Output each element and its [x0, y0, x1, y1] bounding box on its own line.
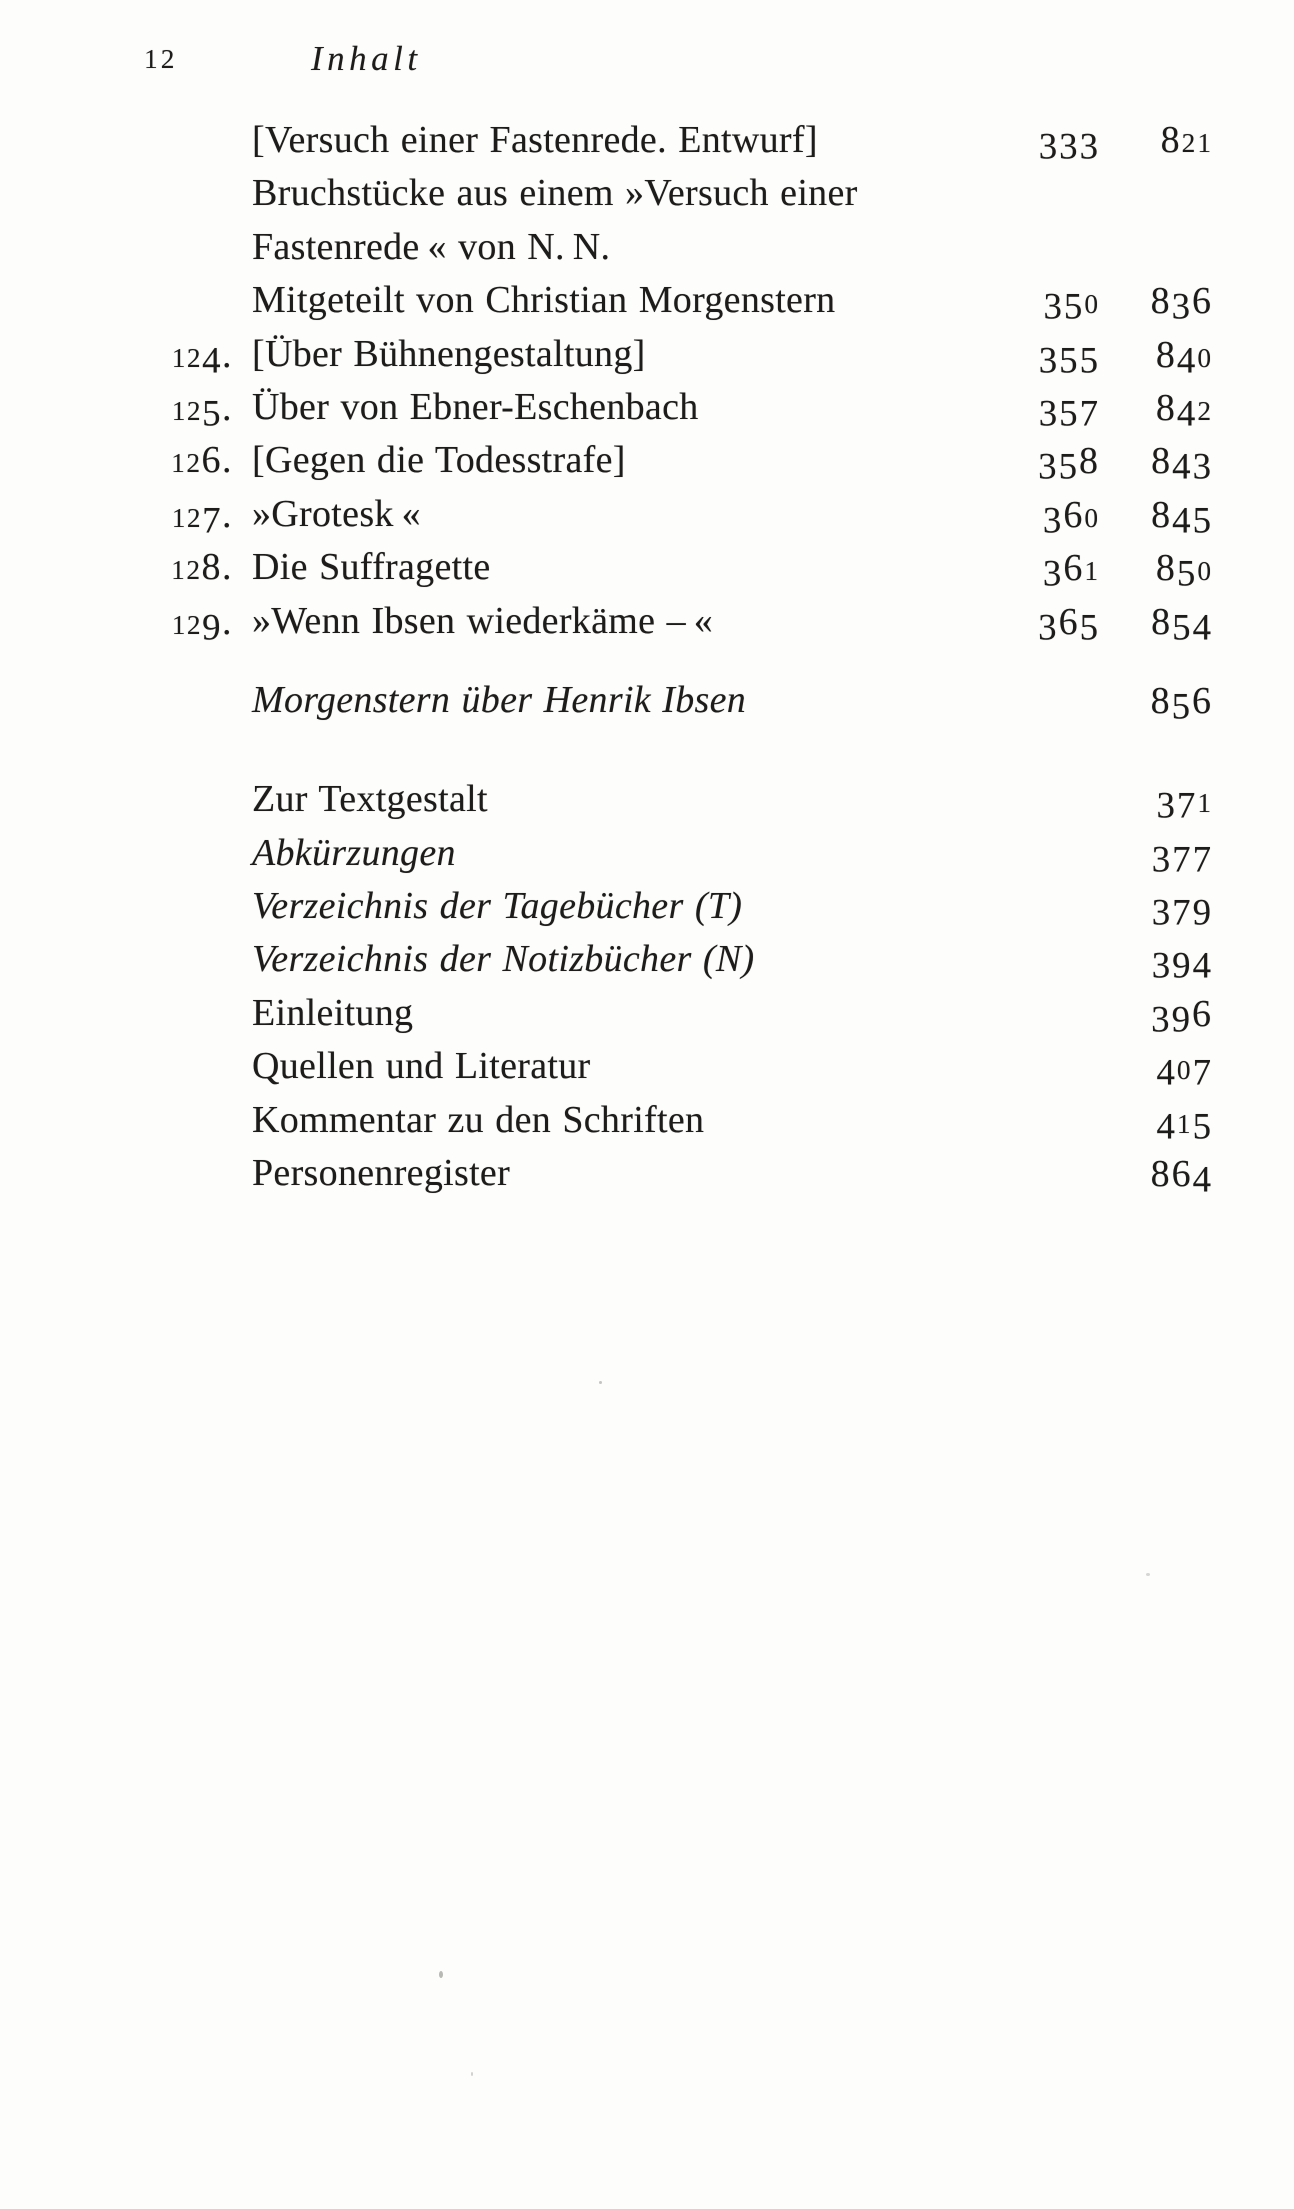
entry-number: 124. — [171, 333, 233, 381]
toc-row — [0, 381, 1294, 434]
entry-page-col-2: 850 — [1155, 547, 1213, 594]
entry-page-col-2: 845 — [1151, 493, 1213, 541]
entry-title: Über von Ebner-Eschenbach — [252, 385, 699, 428]
toc-section-backmatter — [0, 773, 1294, 1200]
toc-section-main — [0, 114, 1294, 648]
entry-title: [Über Bühnengestaltung] — [252, 332, 646, 375]
toc-row — [0, 827, 1294, 880]
toc-row — [0, 1147, 1294, 1200]
entry-title: Einleitung — [252, 991, 414, 1034]
entry-page-col-2: 394 — [1151, 945, 1213, 987]
entry-title: Bruchstücke aus einem »Versuch einer — [252, 172, 858, 215]
toc-row — [0, 167, 1294, 220]
entry-number: 126. — [171, 439, 233, 482]
entry-page-col-1: 358 — [1038, 440, 1100, 488]
running-title: Inhalt — [311, 39, 422, 78]
entry-page-col-2: 407 — [1156, 1051, 1213, 1093]
entry-number: 129. — [171, 600, 233, 648]
toc-row — [0, 221, 1294, 274]
entry-title: Verzeichnis der Tagebücher (T) — [252, 885, 743, 928]
entry-page-col-2: 415 — [1156, 1105, 1213, 1147]
toc-row — [0, 880, 1294, 933]
entry-number: 127. — [171, 493, 233, 541]
entry-page-col-2: 843 — [1151, 440, 1213, 488]
entry-page-col-1: 361 — [1042, 547, 1100, 594]
entry-page-col-1: 333 — [1038, 125, 1100, 167]
entry-page-col-2: 371 — [1156, 785, 1213, 827]
toc-row — [0, 1094, 1294, 1147]
toc-row — [0, 987, 1294, 1040]
toc-row — [0, 328, 1294, 381]
toc-row — [0, 114, 1294, 167]
entry-title: Mitgeteilt von Christian Morgenstern — [252, 279, 836, 322]
entry-page-col-2: 821 — [1160, 119, 1213, 161]
entry-title: [Gegen die Todesstrafe] — [252, 439, 626, 482]
entry-title: Personenregister — [252, 1152, 511, 1195]
page-header — [0, 30, 1294, 84]
scan-speck — [439, 1971, 443, 1978]
toc-row — [0, 541, 1294, 594]
entry-page-col-2: 836 — [1150, 280, 1213, 327]
entry-page-col-2: 377 — [1151, 838, 1213, 880]
scan-speck — [599, 1381, 602, 1384]
toc-row — [0, 933, 1294, 986]
entry-page-col-1: 360 — [1042, 493, 1100, 541]
toc-row — [0, 595, 1294, 648]
entry-page-col-2: 840 — [1155, 333, 1213, 381]
entry-title: Fastenrede « von N. N. — [252, 225, 611, 268]
entry-page-col-1: 357 — [1038, 392, 1100, 434]
toc-row — [0, 674, 1294, 727]
entry-title: Abkürzungen — [252, 831, 456, 874]
entry-title: Quellen und Literatur — [252, 1045, 591, 1088]
entry-number: 125. — [171, 386, 233, 434]
entry-number: 128. — [171, 546, 233, 589]
table-of-contents — [0, 114, 1294, 1200]
toc-section-interlude — [0, 674, 1294, 727]
scan-speck — [471, 2072, 473, 2076]
entry-page-col-2: 842 — [1155, 386, 1213, 434]
scan-speck — [1146, 1573, 1150, 1576]
entry-title: [Versuch einer Fastenrede. Entwurf] — [252, 119, 818, 161]
entry-title: Die Suffragette — [252, 546, 491, 589]
page-number: 12 — [144, 44, 178, 74]
entry-page-col-2: 864 — [1150, 1153, 1213, 1200]
entry-page-col-1: 365 — [1038, 600, 1100, 648]
entry-page-col-2: 379 — [1151, 891, 1213, 933]
entry-title: Zur Textgestalt — [252, 778, 488, 821]
entry-page-col-2: 854 — [1151, 600, 1213, 648]
entry-title: Verzeichnis der Notizbücher (N) — [252, 938, 755, 981]
toc-row — [0, 274, 1294, 327]
toc-row — [0, 434, 1294, 487]
entry-page-col-2: 396 — [1151, 992, 1213, 1040]
toc-row — [0, 488, 1294, 541]
toc-row — [0, 773, 1294, 826]
toc-row — [0, 1040, 1294, 1093]
entry-title: Kommentar zu den Schriften — [252, 1098, 705, 1141]
entry-title: »Grotesk « — [252, 492, 421, 535]
entry-page-col-1: 350 — [1043, 285, 1100, 327]
entry-title: Morgenstern über Henrik Ibsen — [252, 678, 747, 721]
entry-page-col-1: 355 — [1038, 339, 1100, 381]
entry-page-col-2: 856 — [1150, 679, 1213, 727]
entry-title: »Wenn Ibsen wiederkäme – « — [252, 599, 714, 642]
